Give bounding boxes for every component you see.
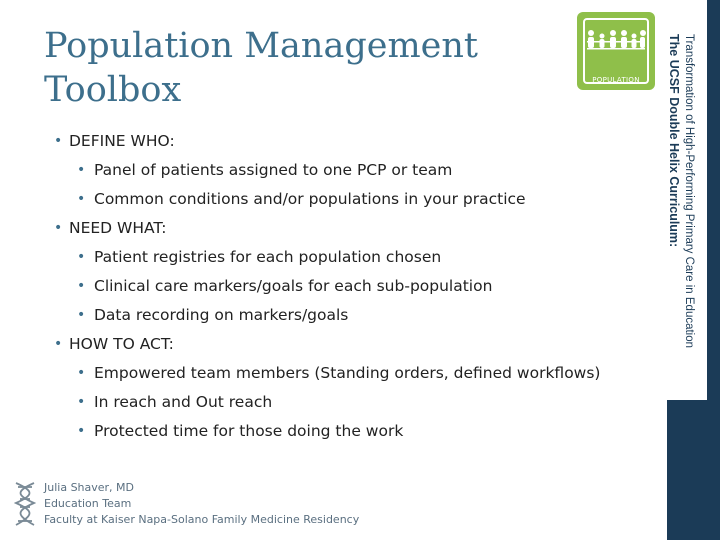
list-item: • Protected time for those doing the work — [52, 417, 662, 446]
footer-author: Julia Shaver, MD — [44, 481, 135, 494]
family-figures-icon — [585, 28, 647, 56]
slide-body — [52, 127, 662, 446]
population-logo — [577, 12, 655, 90]
title-line-2: Toolbox — [44, 70, 182, 110]
list-item: • Data recording on markers/goals — [52, 301, 662, 330]
footer-credits — [44, 480, 359, 528]
list-item: • Patient registries for each population chosen — [52, 243, 662, 272]
title-line-1: Population Management — [44, 26, 478, 66]
section-heading: • DEFINE WHO: — [52, 127, 662, 156]
sidebar-subtitle: Transformation of High-Performing Primary Care in Education — [683, 34, 695, 349]
list-item: • Empowered team members (Standing orders, defined workflows) — [52, 359, 662, 388]
section-heading: • HOW TO ACT: — [52, 330, 662, 359]
footer-role: Education Team — [44, 497, 132, 510]
section-heading: • NEED WHAT: — [52, 214, 662, 243]
sidebar-title — [664, 34, 696, 394]
list-item: • In reach and Out reach — [52, 388, 662, 417]
list-item: • Panel of patients assigned to one PCP or team — [52, 156, 662, 185]
list-item: • Common conditions and/or populations in your practice — [52, 185, 662, 214]
slide-title — [44, 24, 564, 112]
logo-label: POPULATION — [592, 76, 640, 84]
double-helix-icon — [14, 481, 36, 527]
list-item: • Clinical care markers/goals for each sub-population — [52, 272, 662, 301]
footer-affiliation: Faculty at Kaiser Napa-Solano Family Medicine Residency — [44, 513, 360, 526]
sidebar-curriculum-name: The UCSF Double Helix Curriculum: — [667, 34, 681, 248]
